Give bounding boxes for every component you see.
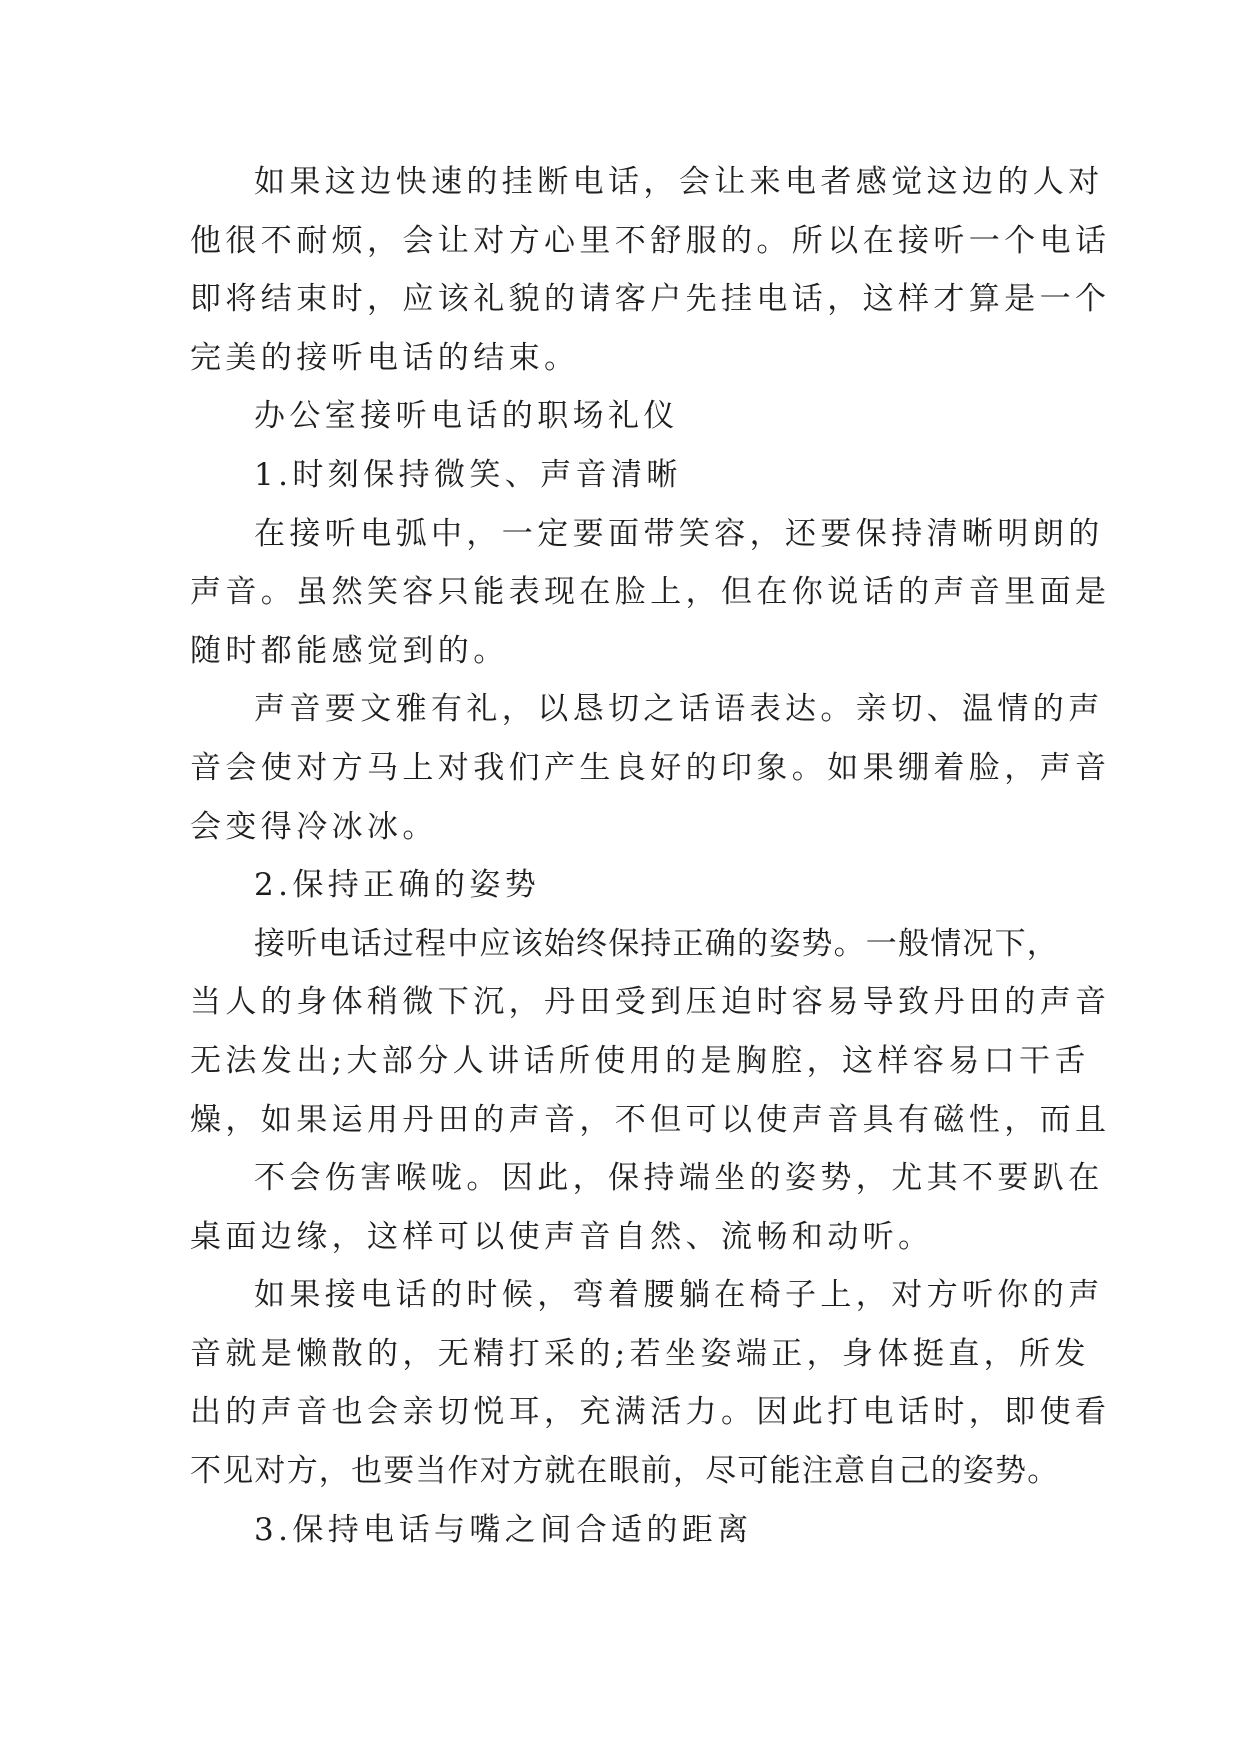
paragraph-line: 不会伤害喉咙。因此，保持端坐的姿势，尤其不要趴在 [254, 1160, 1104, 1197]
paragraph-line: 随时都能感觉到的。 [190, 632, 509, 669]
paragraph-line: 接听电话过程中应该始终保持正确的姿势。一般情况下， [254, 925, 1059, 962]
paragraph-line: 音会使对方马上对我们产生良好的印象。如果绷着脸，声音 [190, 749, 1111, 786]
paragraph-line: 当人的身体稍微下沉，丹田受到压迫时容易导致丹田的声音 [190, 984, 1111, 1021]
paragraph-line: 声音要文雅有礼，以恳切之话语表达。亲切、温情的声 [254, 691, 1104, 728]
paragraph-line: 无法发出;大部分人讲话所使用的是胸腔，这样容易口干舌 [190, 1042, 1090, 1079]
paragraph-line: 桌面边缘，这样可以使声音自然、流畅和动听。 [190, 1218, 934, 1255]
section-heading: 办公室接听电话的职场礼仪 [254, 398, 679, 435]
paragraph-line: 声音。虽然笑容只能表现在脸上，但在你说话的声音里面是 [190, 574, 1111, 611]
numbered-heading: 1.时刻保持微笑、声音清晰 [254, 456, 682, 493]
paragraph-line: 如果接电话的时候，弯着腰躺在椅子上，对方听你的声 [254, 1277, 1104, 1314]
paragraph-line: 燥，如果运用丹田的声音，不但可以使声音具有磁性，而且 [190, 1101, 1111, 1138]
paragraph-line: 会变得冷冰冰。 [190, 808, 438, 845]
paragraph-line: 在接听电弧中，一定要面带笑容，还要保持清晰明朗的 [254, 515, 1104, 552]
paragraph-line: 如果这边快速的挂断电话，会让来电者感觉这边的人对 [254, 164, 1104, 200]
paragraph-line: 音就是懒散的，无精打采的;若坐姿端正，身体挺直，所发 [190, 1335, 1090, 1372]
numbered-heading: 3.保持电话与嘴之间合适的距离 [254, 1511, 753, 1548]
document-body [190, 153, 1111, 1559]
paragraph-line: 他很不耐烦，会让对方心里不舒服的。所以在接听一个电话 [190, 222, 1111, 259]
paragraph-line: 完美的接听电话的结束。 [190, 339, 580, 376]
paragraph-line: 不见对方，也要当作对方就在眼前，尽可能注意自己的姿势。 [190, 1453, 1060, 1490]
paragraph-line: 即将结束时，应该礼貌的请客户先挂电话，这样才算是一个 [190, 281, 1111, 318]
numbered-heading: 2.保持正确的姿势 [254, 867, 541, 904]
paragraph-line: 出的声音也会亲切悦耳，充满活力。因此打电话时，即使看 [190, 1394, 1111, 1431]
